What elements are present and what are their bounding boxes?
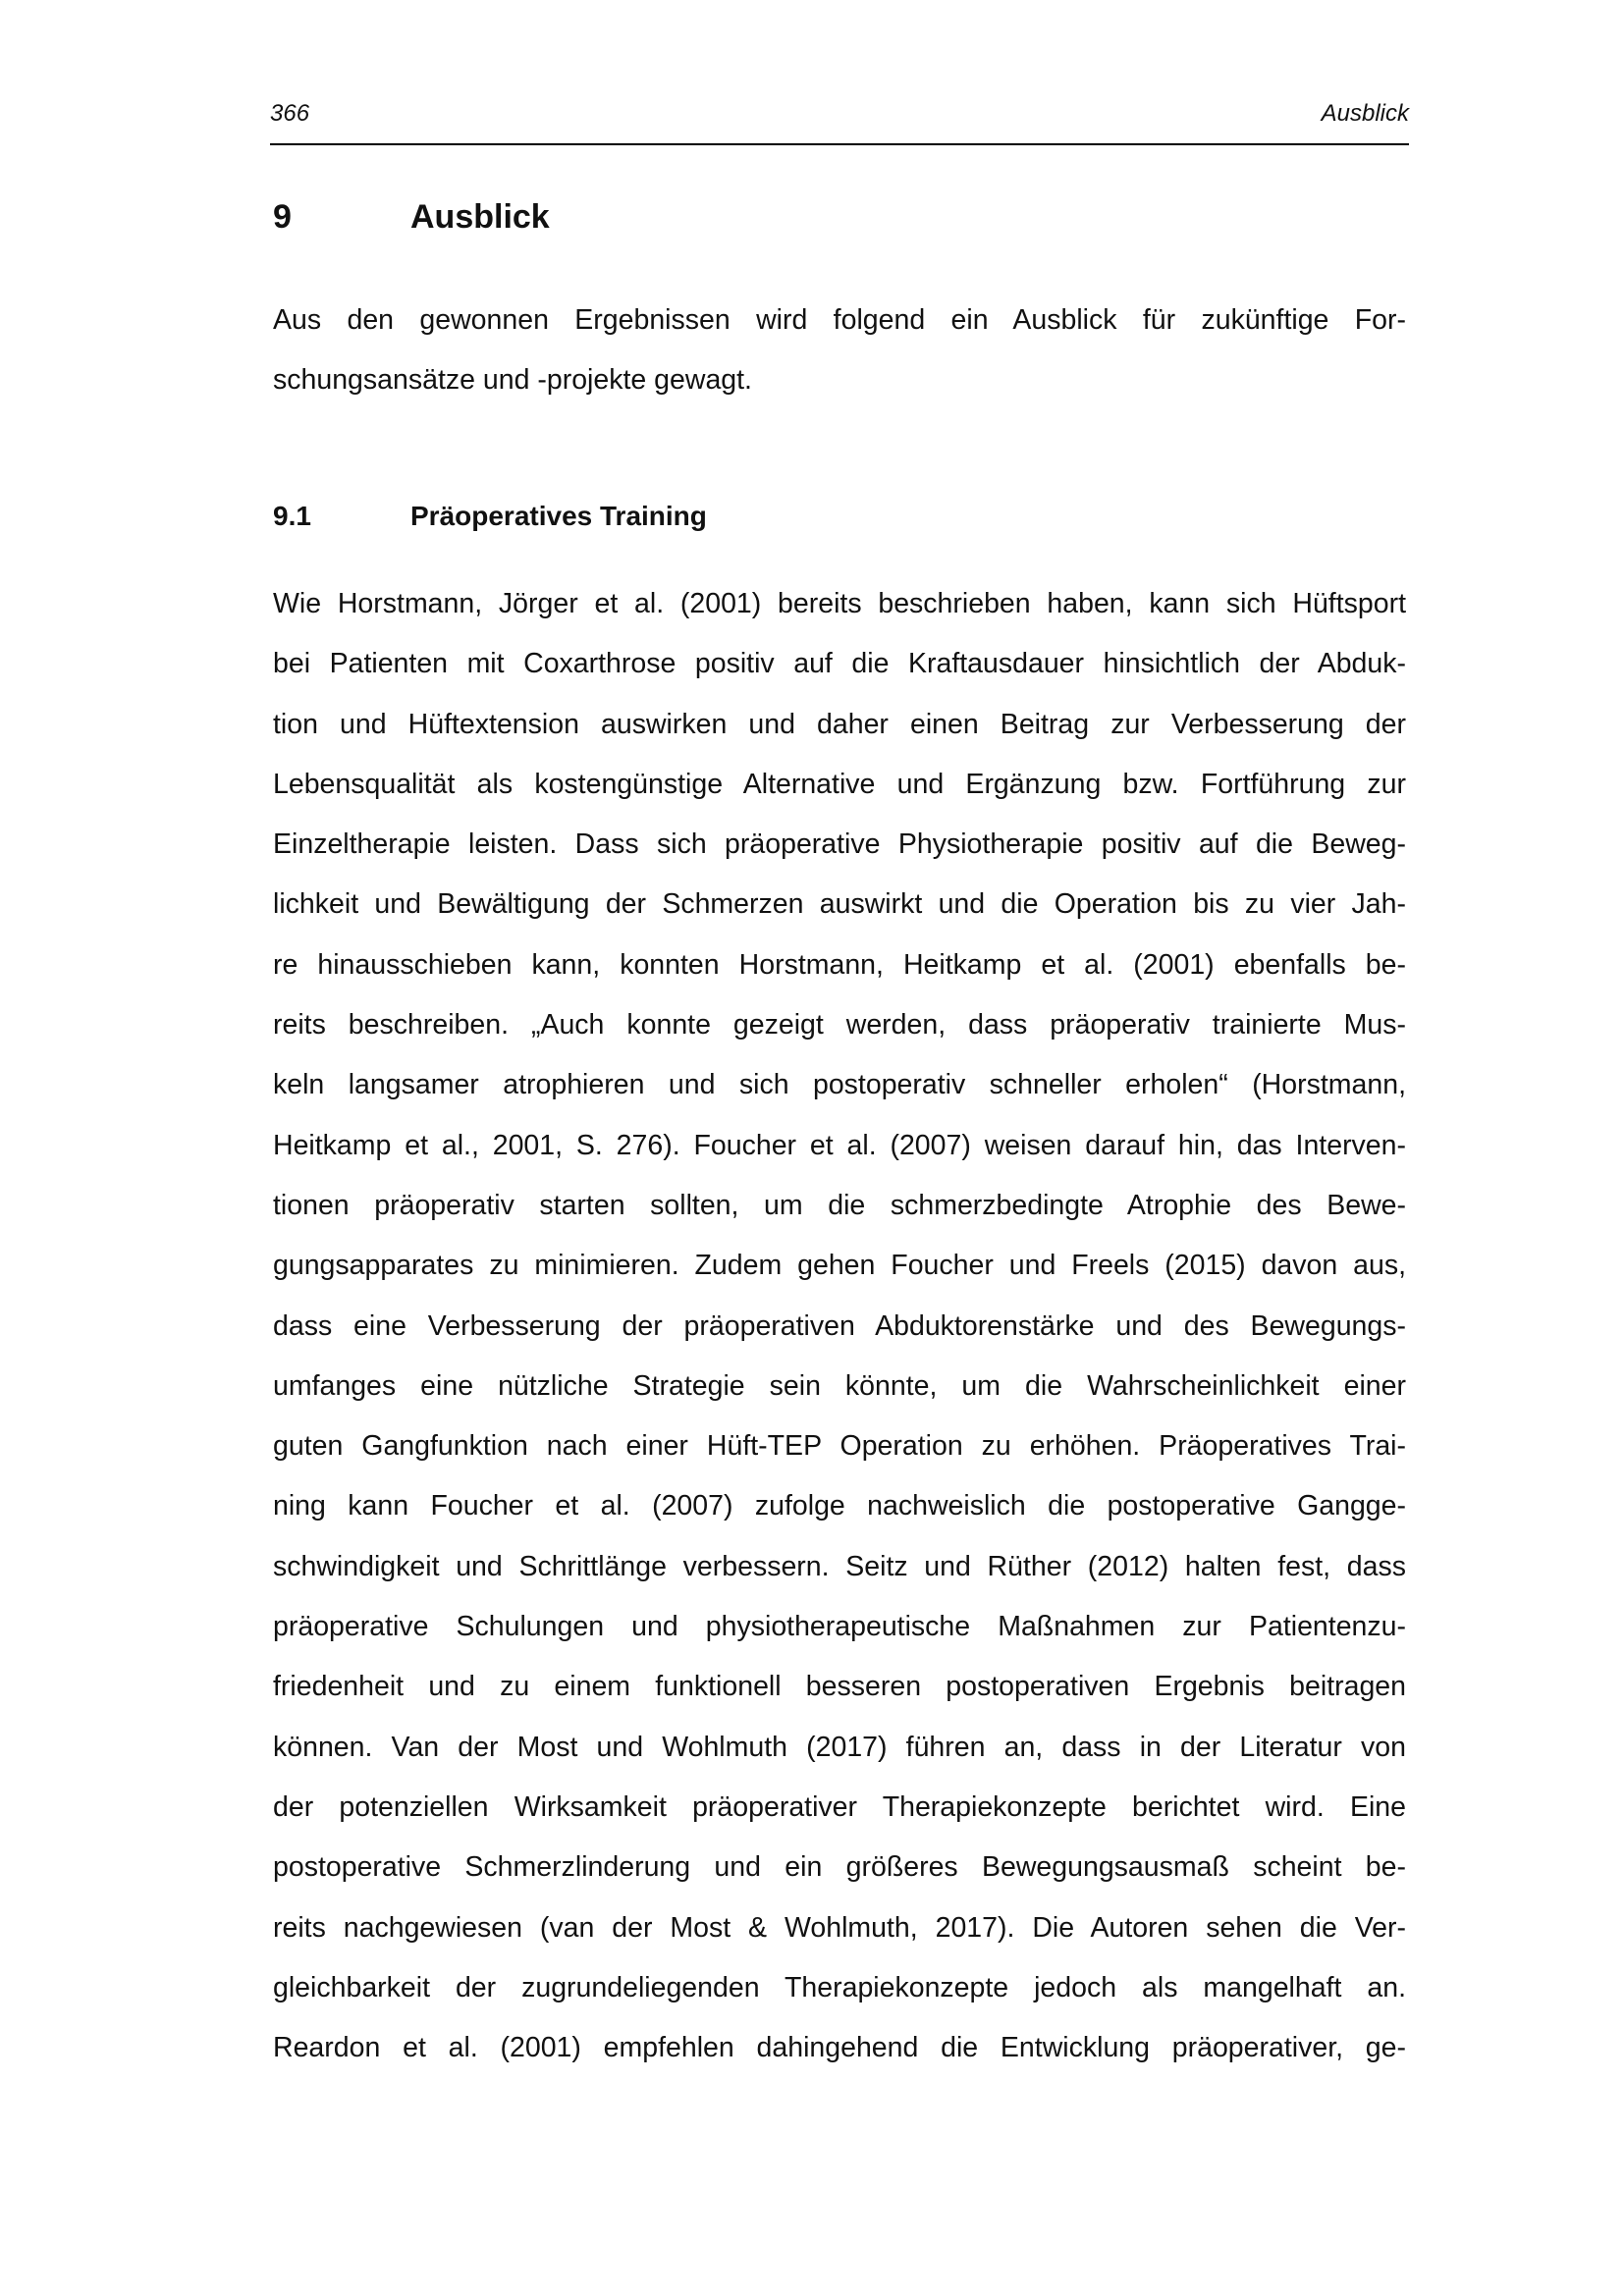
chapter-number: 9 [273, 198, 292, 236]
body-line: postoperative Schmerzlinderung und ein größeres Bewegungsausmaß scheint be- [273, 1851, 1406, 1884]
body-line: tion und Hüftextension auswirken und daher einen Beitrag zur Verbesserung der [273, 708, 1406, 740]
chapter-title: Ausblick [410, 198, 550, 236]
body-line: Heitkamp et al., 2001, S. 276). Foucher et al. (2007) weisen darauf hin, das Interven- [273, 1129, 1406, 1161]
body-line: umfanges eine nützliche Strategie sein könnte, um die Wahrscheinlichkeit einer [273, 1369, 1406, 1402]
body-line: präoperative Schulungen und physiotherapeutische Maßnahmen zur Patientenzu- [273, 1611, 1406, 1643]
body-line: re hinausschieben kann, konnten Horstmann, Heitkamp et al. (2001) ebenfalls be- [273, 948, 1406, 981]
body-line: Reardon et al. (2001) empfehlen dahingehend die Entwicklung präoperativer, ge- [273, 2032, 1406, 2064]
body-line: Lebensqualität als kostengünstige Alternative und Ergänzung bzw. Fortführung zur [273, 768, 1406, 800]
header-page-number: 366 [270, 100, 310, 127]
running-header [270, 98, 1409, 145]
body-paragraph [273, 574, 1406, 2078]
body-line: guten Gangfunktion nach einer Hüft-TEP Operation zu erhöhen. Präoperatives Trai- [273, 1430, 1406, 1463]
body-line: dass eine Verbesserung der präoperativen Abduktorenstärke und des Bewegungs- [273, 1309, 1406, 1342]
body-line: reits nachgewiesen (van der Most & Wohlmuth, 2017). Die Autoren sehen die Ver- [273, 1911, 1406, 1944]
body-line: bei Patienten mit Coxarthrose positiv auf die Kraftausdauer hinsichtlich der Abduk- [273, 648, 1406, 680]
body-line: lichkeit und Bewältigung der Schmerzen auswirkt und die Operation bis zu vier Jah- [273, 888, 1406, 921]
intro-line: schungsansätze und -projekte gewagt. [273, 364, 752, 397]
body-line: ning kann Foucher et al. (2007) zufolge nachweislich die postoperative Gangge- [273, 1490, 1406, 1522]
body-line: schwindigkeit und Schrittlänge verbessern. Seitz und Rüther (2012) halten fest, dass [273, 1550, 1406, 1582]
body-line: Einzeltherapie leisten. Dass sich präoperative Physiotherapie positiv auf die Beweg- [273, 828, 1406, 861]
intro-paragraph [273, 291, 1406, 411]
body-line: reits beschreiben. „Auch konnte gezeigt werden, dass präoperativ trainierte Mus- [273, 1009, 1406, 1041]
header-running-title: Ausblick [1321, 100, 1409, 127]
body-line: gleichbarkeit der zugrundeliegenden Therapiekonzepte jedoch als mangelhaft an. [273, 1971, 1406, 2003]
section-title: Präoperatives Training [410, 501, 707, 531]
body-line: Wie Horstmann, Jörger et al. (2001) bereits beschrieben haben, kann sich Hüftsport [273, 588, 1406, 619]
section-number: 9.1 [273, 501, 311, 531]
body-line: tionen präoperativ starten sollten, um die schmerzbedingte Atrophie des Bewe- [273, 1189, 1406, 1221]
body-line: der potenziellen Wirksamkeit präoperativer Therapiekonzepte berichtet wird. Eine [273, 1790, 1406, 1823]
intro-line: Aus den gewonnen Ergebnissen wird folgend ein Ausblick für zukünftige For- [273, 304, 1406, 336]
body-line: friedenheit und zu einem funktionell besseren postoperativen Ergebnis beitragen [273, 1671, 1406, 1703]
body-line: können. Van der Most und Wohlmuth (2017) führen an, dass in der Literatur von [273, 1731, 1406, 1763]
body-line: gungsapparates zu minimieren. Zudem gehen Foucher und Freels (2015) davon aus, [273, 1250, 1406, 1282]
body-line: keln langsamer atrophieren und sich postoperativ schneller erholen“ (Horstmann, [273, 1069, 1406, 1101]
